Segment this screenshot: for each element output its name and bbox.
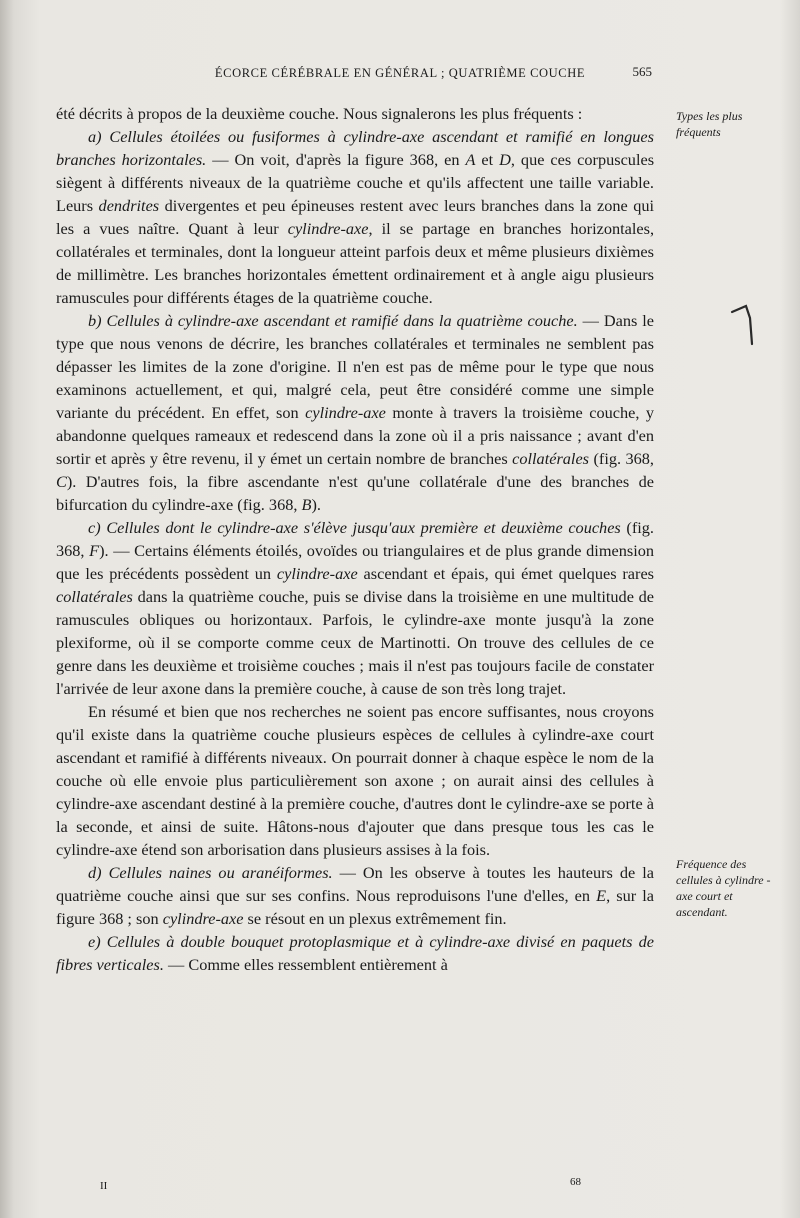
paragraph-d bbox=[56, 861, 654, 930]
text-run: dans la quatrième couche, puis se divise dans la troisième en une multitude de ramuscules obliques ou horizontaux. Parfois, le cylindre-axe monte jusqu'à la zone plexiforme, où il se comporte comme ceux de Martinotti. On trouve des cellules de ce genre dans les deuxième et troisième couches ; mais il n'est pas toujours facile de constater l'arrivée de leur axone dans la première couche, à cause de son très long trajet. bbox=[56, 587, 654, 698]
item-label-a: a) bbox=[88, 127, 110, 146]
item-title-d: Cellules naines ou aranéiformes. bbox=[108, 863, 333, 882]
item-title-a: Cellules étoilées ou fusiformes à cylindre-axe ascendant et ramifié en longues branches horizontales. bbox=[56, 127, 654, 169]
text-run: , sur la figure 368 ; son bbox=[56, 886, 655, 928]
term: collatérales bbox=[512, 449, 590, 468]
text-run: , il se partage en branches horizontales, collatérales et terminales, dont la longueur atteint parfois deux et même plusieurs dixièmes de millimètre. Les branches horizontales émettent ordinairement et à angle aigu plusieurs ramuscules pour différents étages de la quatrième couche. bbox=[56, 219, 655, 307]
item-label-b: b) bbox=[88, 311, 107, 330]
text-run: divergentes et peu épineuses restent avec leurs branches dans la zone qui les a vues naître. Quant à leur bbox=[56, 196, 654, 238]
item-title-e: Cellules à double bouquet protoplasmique et à cylindre-axe divisé en paquets de fibres verticales. bbox=[56, 932, 655, 974]
text-run: et bbox=[475, 150, 500, 169]
text-run: ascendant et épais, qui émet quelques rares bbox=[357, 564, 655, 583]
running-title: ÉCORCE CÉRÉBRALE EN GÉNÉRAL ; QUATRIÈME COUCHE bbox=[214, 66, 586, 80]
text-run: ). D'autres fois, la fibre ascendante n'est qu'une collatérale d'une des branches de bifurcation du cylindre-axe (fig. 368, bbox=[56, 472, 654, 514]
paragraph-a bbox=[56, 125, 654, 309]
figure-ref: B bbox=[301, 495, 312, 514]
item-label-d: d) bbox=[88, 863, 109, 882]
volume-mark: II bbox=[100, 1180, 108, 1192]
figure-ref: A bbox=[465, 150, 476, 169]
term: cylindre-axe bbox=[305, 403, 386, 422]
term: dendrites bbox=[98, 196, 160, 215]
paragraph-b bbox=[56, 309, 654, 516]
term: cylindre-axe bbox=[287, 219, 369, 238]
text-run: ). — Certains éléments étoilés, ovoïdes ou triangulaires et de plus grande dimension que les précédents possèdent un bbox=[56, 541, 654, 583]
figure-ref: F bbox=[89, 541, 100, 560]
term: cylindre-axe bbox=[276, 564, 358, 583]
margin-note-types: Types les plus fréquents bbox=[676, 109, 743, 139]
signature-mark: 68 bbox=[570, 1176, 581, 1188]
text-run: — On les observe à toutes les hauteurs de la quatrième couche ainsi que sur ses confins. Nous reproduisons l'une d'elles, en bbox=[56, 863, 654, 905]
text-run: — On voit, d'après la figure 368, en bbox=[206, 150, 466, 169]
figure-ref: D bbox=[499, 150, 511, 169]
term: cylindre-axe bbox=[162, 909, 244, 928]
margin-note-frequency: Fréquence des cellules à cylindre - axe court et ascendant. bbox=[676, 857, 771, 919]
item-label-c: c) bbox=[88, 518, 107, 537]
body-text bbox=[56, 102, 654, 976]
paragraph-summary: En résumé et bien que nos recherches ne soient pas encore suffisantes, nous croyons qu'il existe dans la quatrième couche plusieurs espèces de cellules à cylindre-axe court ascendant et ramifié à différents niveaux. On pourrait donner à chaque espèce le nom de la couche où elle envoie plus particulièrement son axone ; on aurait ainsi des cellules à cylindre-axe ascendant destiné à la première couche, d'autres dont le cylindre-axe se porte à la seconde, et ainsi de suite. Hâtons-nous d'ajouter que dans presque tous les cas le cylindre-axe étend son arborisation dans plusieurs assises à la fois. bbox=[56, 702, 654, 859]
item-title-c: Cellules dont le cylindre-axe s'élève jusqu'aux première et deuxième couches bbox=[106, 518, 621, 537]
text-run: monte à travers la troisième couche, y abandonne quelques rameaux et redescend dans la zone où il a pris naissance ; avant d'en sortir et après y être revenu, il y émet un certain nombre de branches bbox=[56, 403, 655, 468]
text-run: , que ces corpuscules siègent à différents niveaux de la quatrième couche et qu'ils affectent une taille variable. Leurs bbox=[56, 150, 655, 215]
text-run: se résout en un plexus extrêmement fin. bbox=[243, 909, 507, 928]
text-run: (fig. 368, bbox=[589, 449, 654, 468]
text-run: — Comme elles ressemblent entièrement à bbox=[163, 955, 448, 974]
paragraph-intro: été décrits à propos de la deuxième couche. Nous signalerons les plus fréquents : bbox=[56, 104, 583, 123]
text-run: ). bbox=[311, 495, 321, 514]
figure-ref: C bbox=[56, 472, 67, 491]
item-label-e: e) bbox=[88, 932, 107, 951]
item-title-b: Cellules à cylindre-axe ascendant et ramifié dans la quatrième couche. bbox=[106, 311, 578, 330]
pencil-mark-icon bbox=[728, 300, 768, 350]
figure-ref: E bbox=[596, 886, 607, 905]
paragraph-e bbox=[56, 930, 654, 976]
text-run: — Dans le type que nous venons de décrire, les branches collatérales et terminales ne semblent pas dépasser les limites de la zone d'origine. Il n'en est pas de même pour le type que nous examinons actuellement, et qui, malgré cela, peut être considéré comme une simple variante du précédent. En effet, son bbox=[56, 311, 654, 422]
paragraph-c bbox=[56, 516, 654, 700]
page-number: 565 bbox=[632, 64, 652, 79]
text-run: (fig. 368, bbox=[56, 518, 654, 560]
term: collatérales bbox=[56, 587, 133, 606]
